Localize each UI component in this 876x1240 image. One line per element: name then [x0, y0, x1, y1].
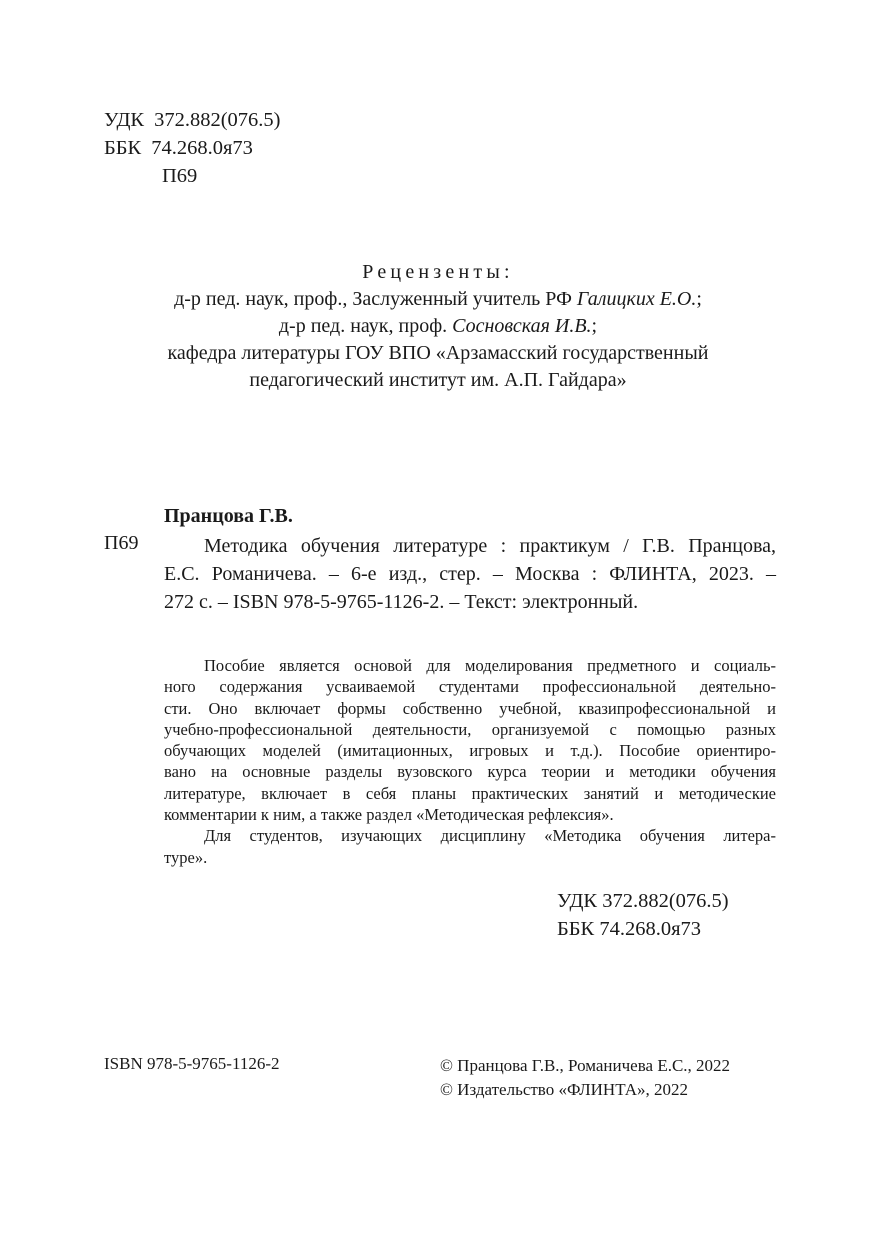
entry-author: Пранцова Г.В. — [164, 505, 293, 527]
abstract-line: сти. Оно включает формы собственно учебной, квазипрофессиональной и — [164, 698, 776, 718]
abstract-line: литературе, включает в себя планы практических занятий и методические — [164, 783, 776, 803]
abstract-line: обучающих моделей (имитационных, игровых и т.д.). Пособие ориентиро- — [164, 741, 776, 761]
entry-line-1: Методика обучения литературе : практикум / Г.В. Пранцова, — [204, 535, 776, 557]
udk-label: УДК — [104, 109, 145, 131]
bottom-udk: УДК 372.882(076.5) — [557, 890, 729, 912]
udk-line — [104, 106, 281, 134]
abstract-line: Для студентов, изучающих дисциплину «Методика обучения литера- — [204, 826, 776, 846]
copyright-authors: © Пранцова Г.В., Романичева Е.С., 2022 — [440, 1056, 731, 1075]
abstract-line: туре». — [164, 847, 208, 867]
abstract-line: ного содержания усваиваемой студентами профессиональной деятельно- — [164, 677, 776, 697]
reviewer-1 — [100, 286, 776, 313]
abstract-line: комментарии к ним, а также раздел «Методическая рефлексия». — [164, 805, 614, 825]
bottom-classification-codes — [557, 887, 729, 943]
reviewer-3-line-2: педагогический институт им. А.П. Гайдара» — [249, 369, 627, 391]
copyright-block — [440, 1054, 730, 1102]
reviewer-1-name: Галицких Е.О. — [576, 288, 697, 310]
udk-value: 372.882(076.5) — [154, 109, 281, 131]
abstract-line: Пособие является основой для моделирования предметного и социаль- — [204, 656, 776, 675]
abstract-block — [164, 655, 776, 868]
reviewer-1-credentials: д-р пед. наук, проф., Заслуженный учитель РФ — [174, 288, 577, 310]
abstract-line: вано на основные разделы вузовского курса теории и методики обучения — [164, 762, 776, 782]
copyright-publisher: © Издательство «ФЛИНТА», 2022 — [440, 1080, 689, 1099]
abstract-line: учебно-профессиональной деятельности, организуемой с помощью разных — [164, 719, 776, 739]
entry-line-3: 272 с. – ISBN 978-5-9765-1126-2. – Текст: электронный. — [164, 591, 639, 613]
isbn: ISBN 978-5-9765-1126-2 — [104, 1054, 280, 1073]
classification-codes — [104, 106, 281, 190]
bottom-bbk: ББК 74.268.0я73 — [557, 918, 702, 940]
reviewer-2-end: ; — [591, 315, 598, 337]
bibliographic-entry — [164, 532, 776, 616]
reviewer-2-credentials: д-р пед. наук, проф. — [278, 315, 453, 337]
reviewer-2 — [100, 313, 776, 340]
entry-line-2: Е.С. Романичева. – 6-е изд., стер. – Москва : ФЛИНТА, 2023. – — [164, 563, 776, 585]
reviewer-3-line-1: кафедра литературы ГОУ ВПО «Арзамасский государственный — [167, 342, 709, 364]
author-sign: П69 — [162, 165, 198, 187]
reviewers-block — [100, 259, 776, 394]
bbk-value: 74.268.0я73 — [151, 137, 253, 159]
reviewers-heading: Рецензенты: — [362, 261, 514, 283]
bbk-label: ББК — [104, 137, 142, 159]
reviewer-2-name: Сосновская И.В. — [452, 315, 592, 337]
bbk-line — [104, 134, 281, 162]
entry-sign: П69 — [104, 532, 139, 554]
reviewer-1-end: ; — [696, 288, 702, 310]
